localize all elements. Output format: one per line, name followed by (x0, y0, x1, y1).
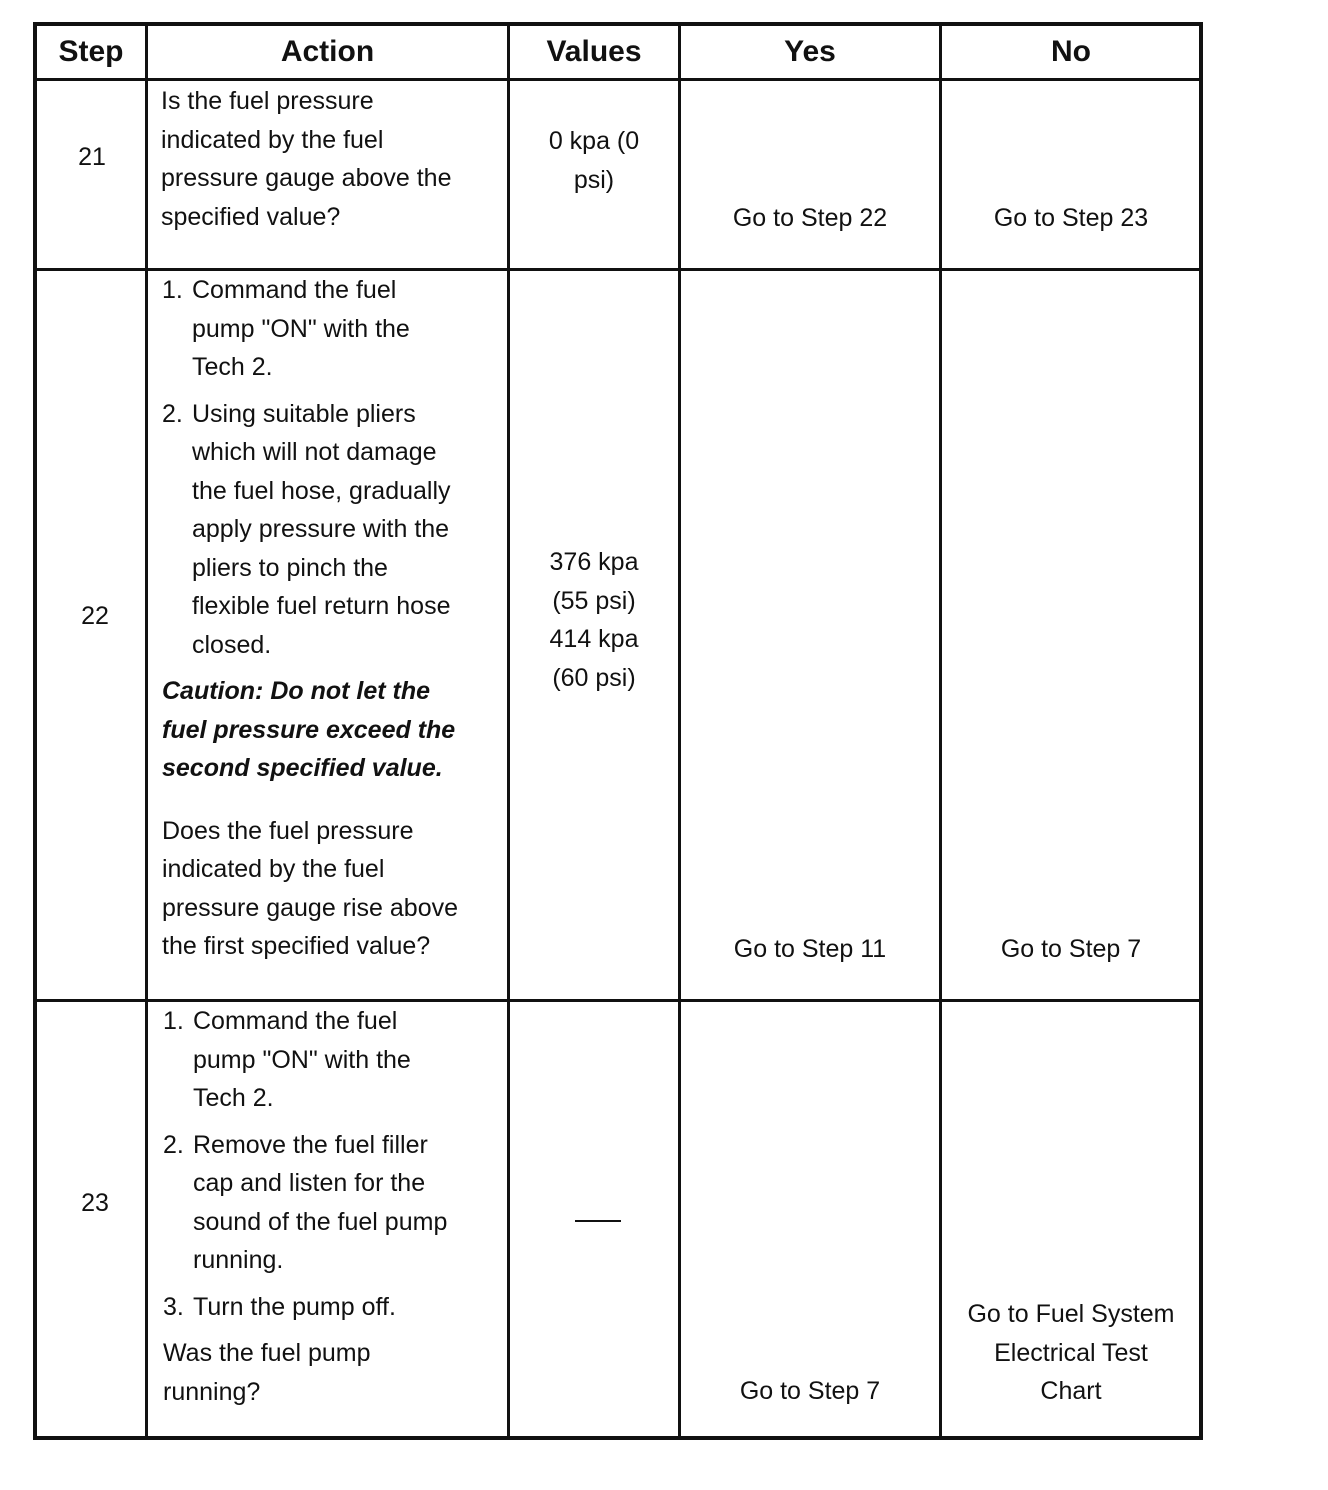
text-line: Was the fuel pump (163, 1339, 371, 1367)
text-line: Command the fuel (192, 276, 397, 304)
values-text (510, 122, 678, 199)
diagnostic-table (33, 22, 1203, 1440)
text-line: indicated by the fuel (162, 855, 385, 883)
step-number: 22 (81, 602, 109, 630)
list-item (163, 1126, 508, 1280)
text-line: (55 psi) (552, 586, 636, 615)
text-line: Tech 2. (193, 1084, 274, 1112)
text-line: apply pressure with the (192, 515, 450, 543)
text-line: Chart (1040, 1377, 1102, 1405)
item-number: 1. (162, 276, 183, 304)
text-line: pump "ON" with the (193, 1045, 411, 1074)
caution-note (162, 672, 507, 788)
text-line: Turn the pump off. (193, 1292, 396, 1321)
text-line: Go to Fuel System (967, 1300, 1175, 1328)
column-divider (939, 26, 942, 1436)
text-line: sound of the fuel pump (193, 1207, 448, 1236)
text-line: pump "ON" with the (192, 314, 410, 343)
text-line: 0 kpa (0 (548, 127, 640, 155)
item-number: 3. (163, 1292, 184, 1321)
text-line: running. (193, 1246, 284, 1274)
text-line: closed. (192, 630, 272, 659)
step-number: 23 (81, 1189, 109, 1217)
text-line: specified value? (161, 202, 341, 231)
header-action: Action (280, 35, 375, 68)
yes-text: Go to Step 22 (732, 204, 888, 232)
header-no: No (1051, 35, 1091, 68)
text-line: Tech 2. (192, 353, 273, 381)
step-number: 21 (78, 143, 106, 171)
list-item (162, 395, 507, 665)
no-value-dash (575, 1220, 621, 1222)
column-divider (678, 26, 681, 1436)
question-text (162, 812, 507, 966)
text-line: 376 kpa (549, 548, 639, 576)
values-text (510, 543, 678, 697)
action-text (163, 1002, 508, 1411)
list-item (163, 1288, 508, 1327)
header-step: Step (58, 35, 124, 68)
text-line: the first specified value? (162, 932, 431, 960)
text-line: which will not damage (192, 438, 437, 466)
item-number: 1. (163, 1007, 184, 1035)
row-divider (37, 78, 1199, 81)
text-line: Does the fuel pressure (162, 816, 414, 845)
action-text (162, 271, 507, 966)
text-line: indicated by the fuel (161, 125, 384, 154)
list-item (162, 271, 507, 387)
yes-text: Go to Step 11 (733, 935, 887, 963)
text-line: Electrical Test (994, 1338, 1148, 1367)
text-line: Remove the fuel filler (193, 1130, 428, 1159)
text-line: pressure gauge rise above (162, 893, 459, 922)
list-item (163, 1002, 508, 1118)
text-line: running? (163, 1377, 261, 1406)
text-line: Command the fuel (193, 1007, 398, 1035)
text-line: Using suitable pliers (192, 399, 416, 428)
text-line: cap and listen for the (193, 1169, 426, 1197)
text-line: psi) (573, 165, 615, 194)
text-line: second specified value. (162, 754, 443, 782)
text-line: pressure gauge above the (161, 164, 452, 192)
action-text (161, 82, 501, 236)
text-line: Is the fuel pressure (161, 87, 374, 115)
text-line: flexible fuel return hose (192, 592, 451, 620)
text-line: pliers to pinch the (192, 553, 388, 582)
column-divider (145, 26, 148, 1436)
text-line: the fuel hose, gradually (192, 476, 451, 505)
no-text (942, 1295, 1200, 1411)
no-text: Go to Step 23 (993, 204, 1149, 232)
question-text (163, 1334, 508, 1411)
no-text: Go to Step 7 (1000, 935, 1142, 963)
yes-text: Go to Step 7 (739, 1377, 881, 1405)
item-number: 2. (163, 1130, 184, 1159)
text-line: fuel pressure exceed the (162, 715, 456, 744)
item-number: 2. (162, 399, 183, 428)
text-line: (60 psi) (552, 663, 636, 692)
header-yes: Yes (784, 35, 836, 68)
text-line: Caution: Do not let the (162, 677, 431, 705)
text-line: 414 kpa (549, 625, 639, 653)
header-values: Values (546, 35, 642, 68)
